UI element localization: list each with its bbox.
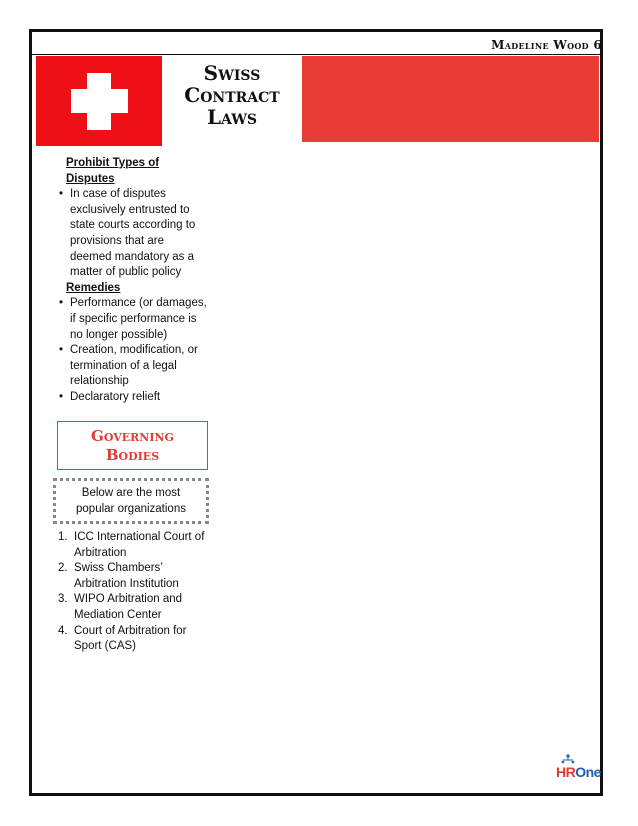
org-name: Swiss Chambers’ Arbitration Institution — [74, 562, 179, 590]
author-header: Madeline Wood 6 — [491, 38, 602, 52]
list-item: • Declaratory relieft — [58, 390, 208, 406]
title-line-1: Swiss — [203, 61, 261, 85]
flag-cross-horizontal — [71, 89, 128, 113]
list-number: 2. — [58, 562, 68, 575]
list-item — [58, 592, 208, 623]
heading-prohibit-line-2: Disputes — [66, 172, 115, 185]
title-line-2: Contract — [184, 83, 280, 107]
org-name: WIPO Arbitration and Mediation Center — [74, 593, 183, 621]
header-rule — [32, 54, 603, 55]
list-item — [58, 561, 208, 592]
list-item: • In case of disputes exclusively entrusted to state courts according to provisions that are deemed mandatory as a matter of public policy — [58, 187, 208, 281]
list-number: 3. — [58, 593, 68, 606]
prohibit-list — [58, 187, 208, 281]
governing-line-1: Governing — [91, 427, 174, 445]
hrone-logo — [556, 754, 601, 782]
logo-text-one: One — [575, 764, 601, 780]
note-line-2: popular organizations — [76, 502, 186, 515]
list-item: • Creation, modification, or termination of a legal relationship — [58, 343, 208, 390]
list-item — [58, 624, 208, 655]
governing-line-2: Bodies — [105, 446, 160, 464]
hierarchy-icon — [560, 754, 576, 764]
organizations-note — [53, 478, 209, 524]
list-number: 1. — [58, 531, 68, 543]
red-banner — [302, 56, 599, 142]
org-name: ICC International Court of Arbitration — [74, 531, 205, 559]
note-line-1: Below are the most — [81, 487, 181, 499]
logo-text-hr: HR — [556, 764, 576, 780]
organizations-list — [58, 530, 208, 655]
governing-bodies-heading — [57, 421, 208, 470]
remedies-list — [58, 296, 208, 405]
logo-wordmark — [556, 764, 601, 780]
swiss-flag-icon — [36, 56, 162, 146]
page-title — [162, 62, 302, 128]
org-name: Court of Arbitration for Sport (CAS) — [74, 624, 187, 653]
title-line-3: Laws — [206, 105, 258, 129]
heading-remedies: Remedies — [66, 281, 121, 294]
heading-prohibit-line-1: Prohibit Types of — [66, 157, 160, 169]
list-item — [58, 530, 208, 561]
list-item: • Performance (or damages, if specific performance is no longer possible) — [58, 296, 208, 343]
list-number: 4. — [58, 624, 68, 637]
sidebar-content — [58, 156, 208, 406]
heading-prohibit — [66, 156, 208, 187]
